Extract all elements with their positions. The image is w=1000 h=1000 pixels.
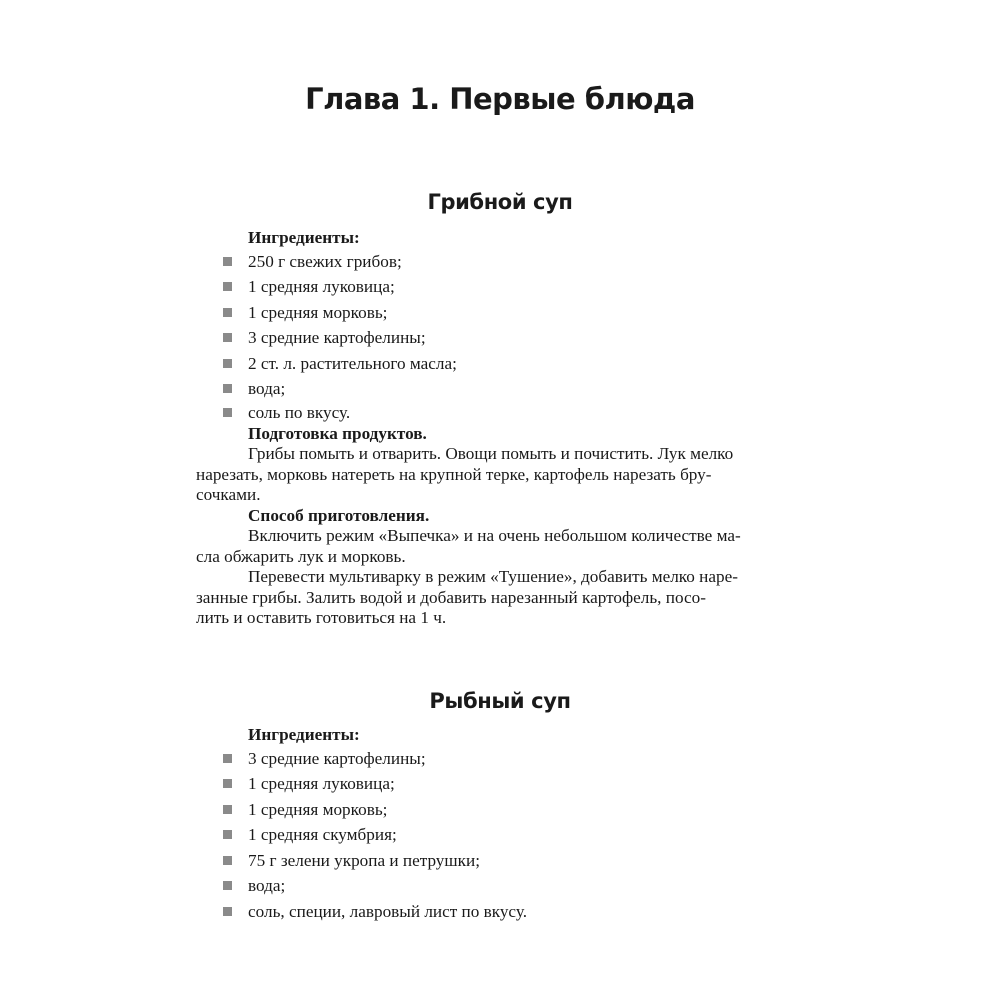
recipe-title-mushroom-soup: Грибной суп <box>427 190 573 214</box>
ingredient-item <box>222 325 778 351</box>
ingredient-text: 1 средняя скумбрия; <box>248 825 397 844</box>
ingredient-text: 1 средняя морковь; <box>248 799 388 819</box>
ingredient-item <box>222 746 778 772</box>
text-line: Перевести мультиварку в режим «Тушение», добавить мелко наре- <box>248 567 738 586</box>
ingredient-text: 3 средние картофелины; <box>248 748 426 768</box>
ingredient-text: 250 г свежих грибов; <box>248 251 402 271</box>
square-bullet-icon <box>223 830 232 839</box>
ingredient-item <box>222 899 778 925</box>
text-line: сла обжарить лук и морковь. <box>196 546 406 566</box>
ingredient-text: соль по вкусу. <box>248 402 351 422</box>
text-line: сочками. <box>196 485 261 504</box>
recipe-title-fish-soup: Рыбный суп <box>429 689 571 713</box>
square-bullet-icon <box>223 257 232 266</box>
ingredients-label: Ингредиенты: <box>248 228 360 247</box>
ingredient-item <box>222 848 778 874</box>
ingredient-text: 2 ст. л. растительного масла; <box>248 353 457 373</box>
square-bullet-icon <box>223 779 232 788</box>
square-bullet-icon <box>223 308 232 317</box>
chapter-title: Глава 1. Первые блюда <box>305 82 695 116</box>
text-line: Грибы помыть и отварить. Овощи помыть и почистить. Лук мелко <box>248 444 734 463</box>
method-paragraph <box>196 526 778 567</box>
square-bullet-icon <box>223 408 232 417</box>
square-bullet-icon <box>223 907 232 916</box>
square-bullet-icon <box>223 881 232 890</box>
text-line: занные грибы. Залить водой и добавить нарезанный картофель, посо- <box>196 587 706 607</box>
ingredient-text: соль, специи, лавровый лист по вкусу. <box>248 901 528 921</box>
square-bullet-icon <box>223 754 232 763</box>
ingredient-item <box>222 376 778 402</box>
ingredient-item <box>222 274 778 300</box>
recipe-fish-soup <box>222 725 778 924</box>
ingredient-item <box>222 351 778 377</box>
ingredient-item <box>222 873 778 899</box>
ingredient-text: 1 средняя морковь; <box>248 302 388 322</box>
ingredient-text: вода; <box>248 379 286 398</box>
method-paragraph <box>196 567 778 629</box>
square-bullet-icon <box>223 359 232 368</box>
preparation-label: Подготовка продуктов. <box>248 423 427 443</box>
ingredients-list <box>222 746 778 925</box>
square-bullet-icon <box>223 282 232 291</box>
ingredient-item <box>222 797 778 823</box>
text-line: Включить режим «Выпечка» и на очень небольшом количестве ма- <box>248 526 741 545</box>
text-line: лить и оставить готовиться на 1 ч. <box>196 608 447 627</box>
ingredient-text: 1 средняя луковица; <box>248 277 395 296</box>
text-line: нарезать, морковь натереть на крупной терке, картофель нарезать бру- <box>196 464 712 484</box>
method-label: Способ приготовления. <box>248 505 430 525</box>
ingredients-label: Ингредиенты: <box>248 725 360 744</box>
ingredient-text: 1 средняя луковица; <box>248 774 395 793</box>
preparation-text <box>196 444 778 506</box>
square-bullet-icon <box>223 805 232 814</box>
ingredient-item <box>222 249 778 275</box>
ingredient-text: 75 г зелени укропа и петрушки; <box>248 850 480 870</box>
square-bullet-icon <box>223 856 232 865</box>
square-bullet-icon <box>223 333 232 342</box>
recipe-mushroom-soup <box>196 228 778 629</box>
ingredient-item <box>222 402 778 424</box>
square-bullet-icon <box>223 384 232 393</box>
ingredient-item <box>222 771 778 797</box>
ingredient-item <box>222 822 778 848</box>
ingredient-text: вода; <box>248 876 286 895</box>
ingredient-item <box>222 300 778 326</box>
ingredients-list <box>222 249 778 424</box>
ingredient-text: 3 средние картофелины; <box>248 328 426 347</box>
